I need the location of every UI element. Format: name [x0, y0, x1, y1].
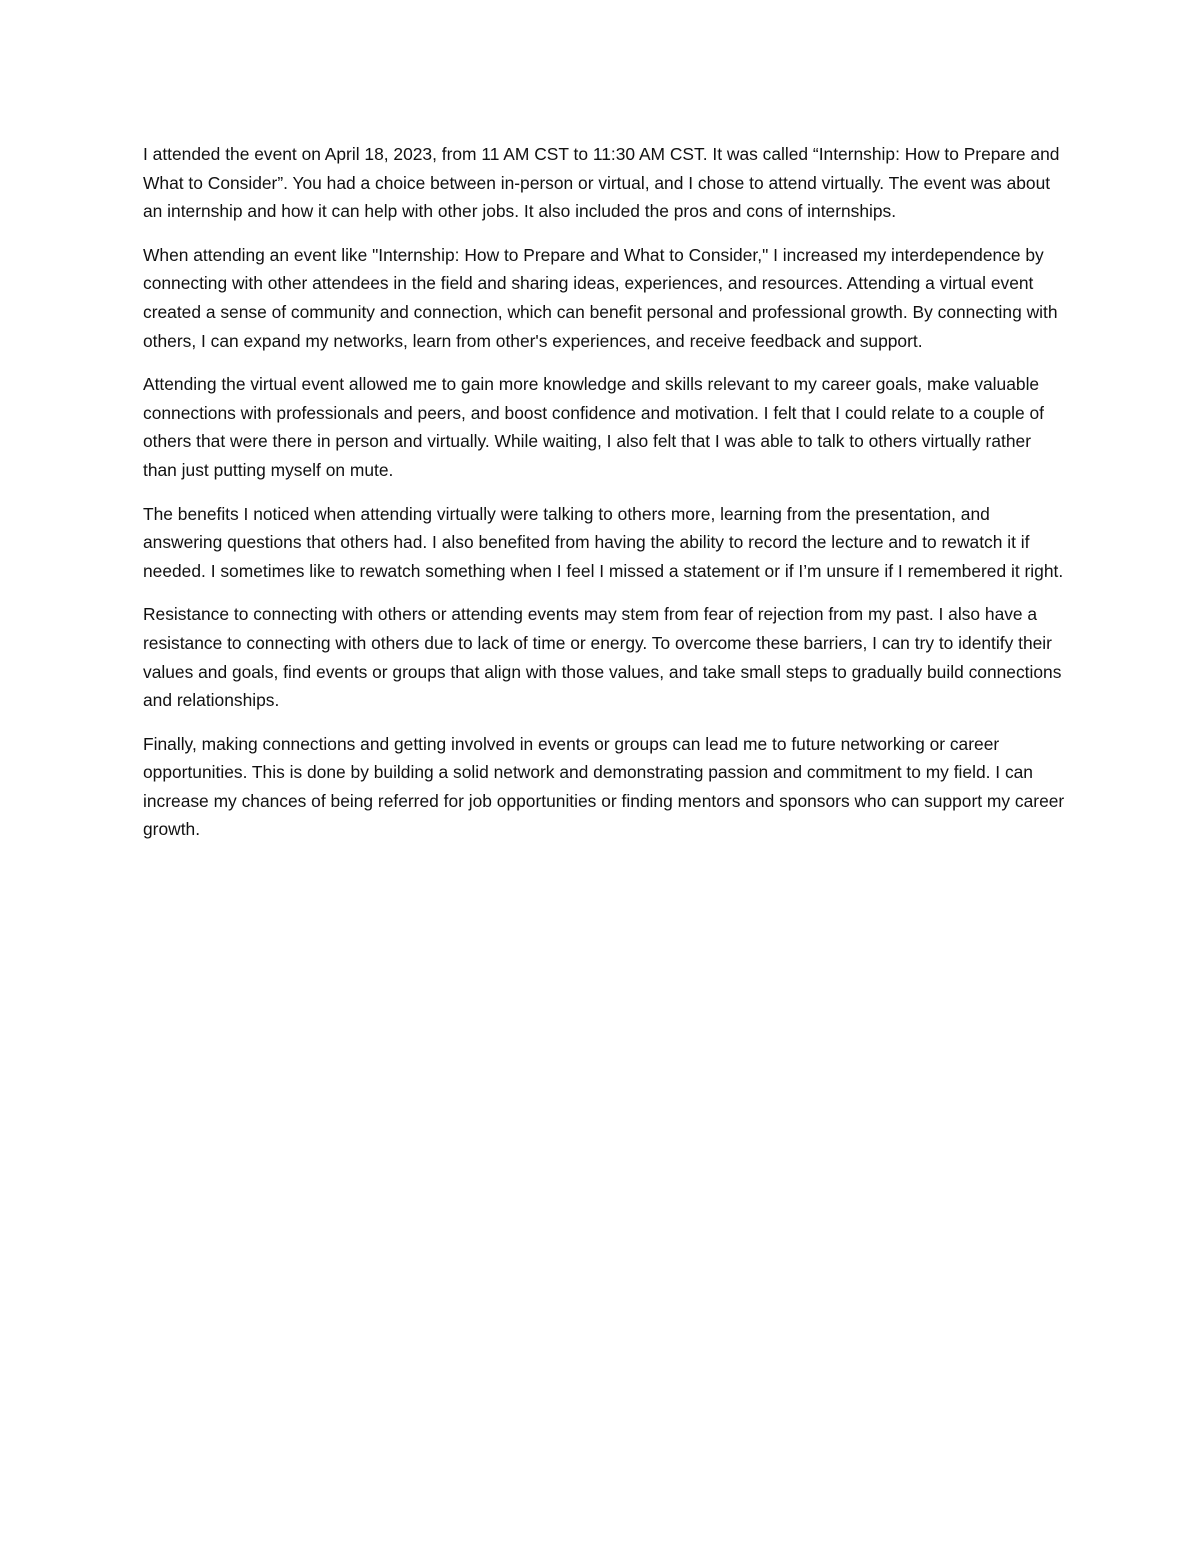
paragraph-conclusion: Finally, making connections and getting involved in events or groups can lead me to future networking or career opportunities. This is done by building a solid network and demonstrating passion and commitment to my field. I can increase my chances of being referred for job opportunities or finding mentors and sponsors who can support my career growth. [143, 733, 1065, 840]
paragraph-virtual-attendance: Attending the virtual event allowed me to gain more knowledge and skills relevant to my career goals, make valuable connections with professionals and peers, and boost confidence and motivation. I felt that I could relate to a couple of others that were there in person and virtually. While waiting, I also felt that I was able to talk to others virtually rather than just putting myself on mute. [143, 374, 1045, 480]
paragraph-resistance: Resistance to connecting with others or attending events may stem from fear of rejection from my past. I also have a resistance to connecting with others due to lack of time or energy. To overcome these barriers, I can try to identify their values and goals, find events or groups that align with those values, and take small steps to gradually build connections and relationships. [143, 604, 1062, 711]
paragraph-event-details: I attended the event on April 18, 2023, from 11 AM CST to 11:30 AM CST. It was called “Internship: How to Prepare and What to Consider”. You had a choice between in-person or virtual, and I chose to attend virtually. The event was about an internship and how it can help with other jobs. It also included the pros and cons of internships. [143, 144, 1060, 222]
document-body [143, 140, 1068, 859]
paragraph-interdependence: When attending an event like "Internship: How to Prepare and What to Consider," I increased my interdependence by connecting with other attendees in the field and sharing ideas, experiences, and resources. Attending a virtual event created a sense of community and connection, which can benefit personal and professional growth. By connecting with others, I can expand my networks, learn from other's experiences, and receive feedback and support. [143, 244, 1058, 351]
paragraph-benefits: The benefits I noticed when attending virtually were talking to others more, learning from the presentation, and answering questions that others had. I also benefited from having the ability to record the lecture and to rewatch it if needed. I sometimes like to rewatch something when I feel I missed a statement or if I’m unsure if I remembered it right. [143, 503, 1064, 581]
